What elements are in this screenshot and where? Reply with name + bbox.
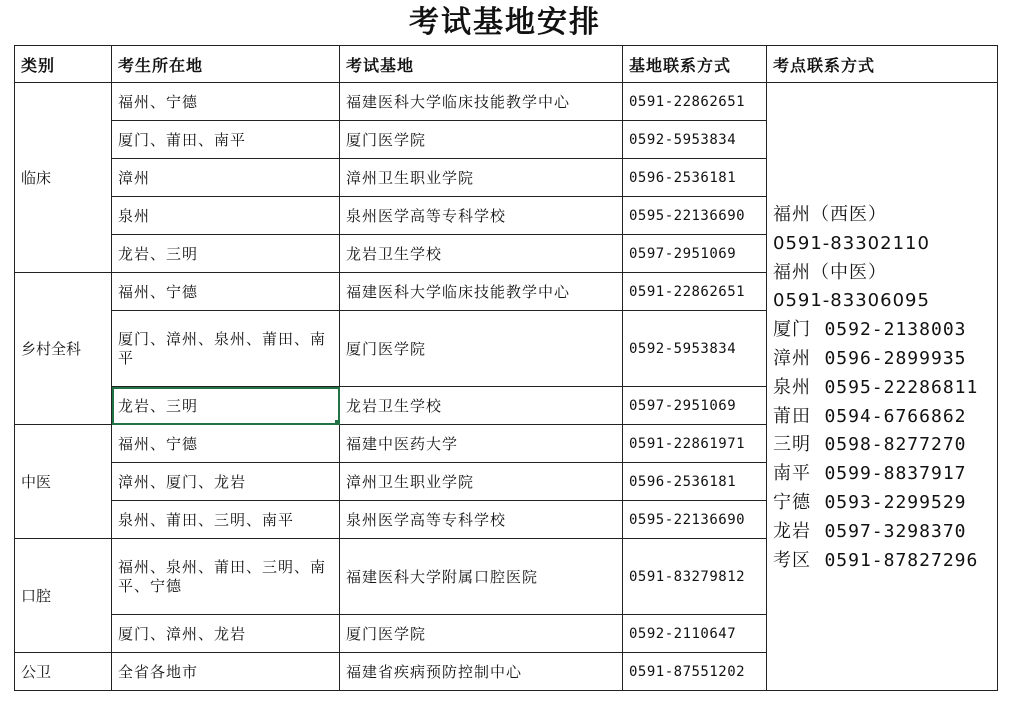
base-phone-cell[interactable]: 0592-5953834 bbox=[623, 121, 767, 159]
site-contact-line bbox=[773, 374, 991, 403]
base-phone-cell[interactable]: 0591-22861971 bbox=[623, 425, 767, 463]
location-cell[interactable]: 龙岩、三明 bbox=[112, 235, 340, 273]
base-cell[interactable]: 泉州医学高等专科学校 bbox=[340, 501, 623, 539]
location-cell[interactable]: 福州、宁德 bbox=[112, 273, 340, 311]
site-contact-label: 漳州 bbox=[773, 347, 811, 369]
category-cell[interactable]: 临床 bbox=[15, 83, 112, 273]
base-cell[interactable]: 龙岩卫生学校 bbox=[340, 235, 623, 273]
site-contact-phone: 0599-8837917 bbox=[824, 463, 967, 485]
header-base-contact[interactable]: 基地联系方式 bbox=[623, 46, 767, 83]
site-contact-phone: 0593-2299529 bbox=[824, 491, 967, 513]
base-cell[interactable]: 厦门医学院 bbox=[340, 121, 623, 159]
header-site-contact[interactable]: 考点联系方式 bbox=[767, 46, 998, 83]
category-cell[interactable]: 中医 bbox=[15, 425, 112, 539]
location-cell[interactable]: 泉州 bbox=[112, 197, 340, 235]
location-cell[interactable]: 福州、宁德 bbox=[112, 425, 340, 463]
base-phone-cell[interactable]: 0595-22136690 bbox=[623, 501, 767, 539]
site-contact-line bbox=[773, 316, 991, 345]
base-phone-cell[interactable]: 0596-2536181 bbox=[623, 463, 767, 501]
location-cell[interactable]: 厦门、漳州、龙岩 bbox=[112, 615, 340, 653]
location-cell[interactable]: 厦门、莆田、南平 bbox=[112, 121, 340, 159]
base-cell[interactable]: 厦门医学院 bbox=[340, 615, 623, 653]
site-contact-line bbox=[773, 345, 991, 374]
site-contact-phone: 0591-83306095 bbox=[773, 290, 930, 312]
site-contact-phone: 0595-22286811 bbox=[824, 376, 979, 398]
header-location[interactable]: 考生所在地 bbox=[112, 46, 340, 83]
site-contact-label: 泉州 bbox=[773, 376, 811, 398]
site-contact-phone: 0591-83302110 bbox=[773, 232, 930, 254]
location-cell[interactable]: 福州、宁德 bbox=[112, 83, 340, 121]
base-phone-cell[interactable]: 0595-22136690 bbox=[623, 197, 767, 235]
fill-handle[interactable] bbox=[335, 420, 340, 425]
location-cell[interactable]: 全省各地市 bbox=[112, 653, 340, 691]
site-contact-label: 厦门 bbox=[773, 319, 811, 341]
header-row bbox=[15, 46, 998, 83]
site-contact-label: 南平 bbox=[773, 463, 811, 485]
selected-location-cell[interactable] bbox=[112, 387, 340, 425]
base-phone-cell[interactable]: 0591-87551202 bbox=[623, 653, 767, 691]
base-cell[interactable]: 厦门医学院 bbox=[340, 311, 623, 387]
category-cell[interactable]: 乡村全科 bbox=[15, 273, 112, 425]
base-cell[interactable]: 龙岩卫生学校 bbox=[340, 387, 623, 425]
base-cell[interactable]: 漳州卫生职业学院 bbox=[340, 159, 623, 197]
site-contact-line bbox=[773, 518, 991, 547]
base-cell[interactable]: 福建医科大学临床技能教学中心 bbox=[340, 273, 623, 311]
table-row bbox=[15, 83, 998, 121]
category-cell[interactable]: 口腔 bbox=[15, 539, 112, 653]
site-contact-label: 考区 bbox=[773, 549, 811, 571]
base-cell[interactable]: 泉州医学高等专科学校 bbox=[340, 197, 623, 235]
category-cell[interactable]: 公卫 bbox=[15, 653, 112, 691]
base-phone-cell[interactable]: 0591-83279812 bbox=[623, 539, 767, 615]
base-phone-cell[interactable]: 0597-2951069 bbox=[623, 235, 767, 273]
site-contact-line bbox=[773, 431, 991, 460]
site-contact-label: 福州（西医） bbox=[773, 204, 887, 225]
location-cell[interactable]: 福州、泉州、莆田、三明、南平、宁德 bbox=[112, 539, 340, 615]
site-contact-label: 福州（中医） bbox=[773, 261, 887, 283]
base-cell[interactable]: 福建医科大学附属口腔医院 bbox=[340, 539, 623, 615]
site-contact-label: 宁德 bbox=[773, 491, 811, 513]
site-contact-phone: 0596-2899935 bbox=[824, 347, 967, 369]
site-contact-line bbox=[773, 489, 991, 518]
site-contact-label: 龙岩 bbox=[773, 520, 811, 542]
site-contact-phone: 0594-6766862 bbox=[824, 405, 967, 427]
base-phone-cell[interactable]: 0597-2951069 bbox=[623, 387, 767, 425]
site-contact-label: 三明 bbox=[773, 434, 811, 456]
header-base[interactable]: 考试基地 bbox=[340, 46, 623, 83]
base-cell[interactable]: 福建省疾病预防控制中心 bbox=[340, 653, 623, 691]
site-contact-phone: 0592-2138003 bbox=[824, 319, 967, 341]
base-phone-cell[interactable]: 0596-2536181 bbox=[623, 159, 767, 197]
site-contact-phone: 0598-8277270 bbox=[824, 434, 967, 456]
site-contact-line bbox=[773, 547, 991, 576]
site-contact-cell[interactable] bbox=[767, 83, 998, 691]
base-phone-cell[interactable]: 0592-5953834 bbox=[623, 311, 767, 387]
location-cell[interactable]: 厦门、漳州、泉州、莆田、南平 bbox=[112, 311, 340, 387]
site-contact-phone: 0591-87827296 bbox=[824, 549, 979, 571]
base-cell[interactable]: 漳州卫生职业学院 bbox=[340, 463, 623, 501]
base-cell[interactable]: 福建医科大学临床技能教学中心 bbox=[340, 83, 623, 121]
base-phone-cell[interactable]: 0592-2110647 bbox=[623, 615, 767, 653]
site-contact-line bbox=[773, 460, 991, 489]
location-cell[interactable]: 泉州、莆田、三明、南平 bbox=[112, 501, 340, 539]
location-text: 龙岩、三明 bbox=[118, 397, 199, 415]
location-cell[interactable]: 漳州、厦门、龙岩 bbox=[112, 463, 340, 501]
base-phone-cell[interactable]: 0591-22862651 bbox=[623, 273, 767, 311]
site-contact-phone: 0597-3298370 bbox=[824, 520, 967, 542]
location-cell[interactable]: 漳州 bbox=[112, 159, 340, 197]
page-title: 考试基地安排 bbox=[409, 5, 601, 40]
exam-base-table bbox=[14, 45, 998, 691]
header-category[interactable]: 类别 bbox=[15, 46, 112, 83]
site-contact-line bbox=[773, 403, 991, 432]
base-cell[interactable]: 福建中医药大学 bbox=[340, 425, 623, 463]
base-phone-cell[interactable]: 0591-22862651 bbox=[623, 83, 767, 121]
site-contact-label: 莆田 bbox=[773, 405, 811, 427]
